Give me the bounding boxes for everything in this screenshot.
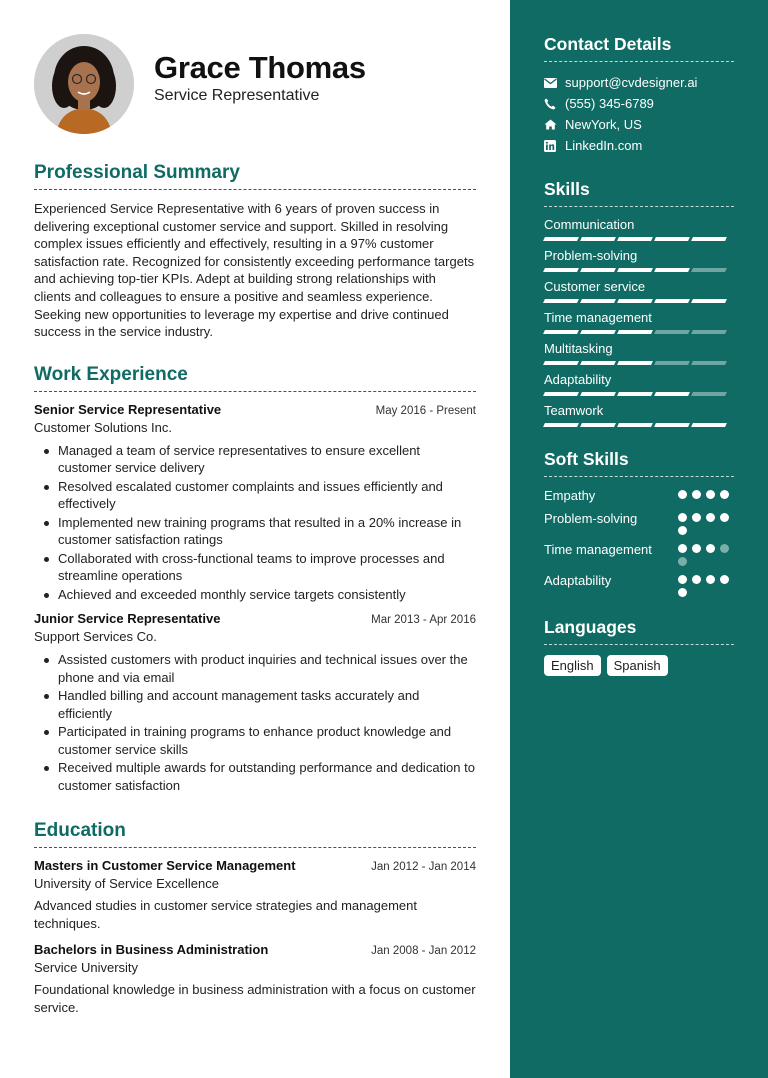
contact-linkedin[interactable] (544, 135, 734, 156)
soft-skill-name: Empathy (544, 488, 596, 503)
soft-skills-heading: Soft Skills (544, 449, 734, 477)
skill-level-segment (691, 330, 727, 334)
skill-level-segment (691, 268, 727, 272)
skill-level-segment (580, 423, 616, 427)
list-item: Participated in training programs to enhance product knowledge and customer service skills (42, 723, 476, 758)
skill-level-segment (580, 299, 616, 303)
language-tag: Spanish (607, 655, 668, 676)
soft-skill-level-dots (678, 572, 734, 597)
skill-item (544, 217, 734, 241)
soft-skill-level-dot (706, 513, 715, 522)
list-item: Handled billing and account management tasks accurately and efficiently (42, 687, 476, 722)
soft-skill-level-dot (720, 513, 729, 522)
skill-level-segment (617, 237, 653, 241)
email-text: support@cvdesigner.ai (565, 75, 698, 90)
skill-name: Time management (544, 310, 652, 325)
summary-heading: Professional Summary (34, 162, 476, 190)
soft-skill-level-dot (692, 575, 701, 584)
job-bullets (34, 651, 476, 794)
job-entry (34, 611, 476, 794)
skill-item (544, 248, 734, 272)
soft-skill-item (544, 487, 734, 504)
soft-skill-level-dot (692, 513, 701, 522)
job-company: Customer Solutions Inc. (34, 419, 173, 435)
skill-level-segment (691, 423, 727, 427)
skills-list (544, 217, 734, 427)
skill-level-segment (543, 299, 579, 303)
skill-level-bars (544, 299, 734, 303)
phone-text: (555) 345-6789 (565, 96, 654, 111)
soft-skill-item (544, 541, 734, 566)
languages-list (544, 655, 734, 676)
linkedin-icon (544, 139, 565, 153)
summary-text: Experienced Service Representative with 6 years of proven success in delivering exceptional customer service and support. Skilled in resolving complex issues efficiently and effectively, resulting in a 97% customer satisfaction rate. Recognized for consistently exceeding performance targets and achieving top-tier KPIs. Adept at building strong relationships with clients and colleagues to ensure a positive and seamless experience. Seeking new opportunities to leverage my expertise and drive continued success in the service industry. (34, 201, 475, 340)
skill-level-segment (691, 299, 727, 303)
soft-skill-level-dot (678, 544, 687, 553)
soft-skill-name: Time management (544, 542, 652, 557)
phone-icon (544, 97, 565, 111)
languages-section (544, 617, 734, 676)
soft-skills-list (544, 487, 734, 597)
skill-level-segment (617, 423, 653, 427)
skill-level-bars (544, 237, 734, 241)
soft-skill-level-dot (720, 544, 729, 553)
contact-heading: Contact Details (544, 34, 734, 62)
soft-skill-level-dot (720, 575, 729, 584)
contact-email[interactable] (544, 72, 734, 93)
resume-header (34, 0, 476, 150)
job-dates: Mar 2013 - Apr 2016 (371, 614, 476, 627)
work-heading: Work Experience (34, 364, 476, 392)
soft-skill-level-dots (678, 487, 734, 504)
candidate-name: Grace Thomas (154, 50, 366, 85)
work-section (34, 364, 476, 795)
candidate-role: Service Representative (154, 87, 320, 104)
skill-level-segment (654, 268, 690, 272)
skill-level-segment (654, 330, 690, 334)
skill-level-segment (580, 268, 616, 272)
skill-level-bars (544, 268, 734, 272)
skill-level-segment (617, 330, 653, 334)
soft-skill-level-dot (678, 526, 687, 535)
job-bullets (34, 442, 476, 604)
skill-level-segment (580, 237, 616, 241)
skill-item (544, 372, 734, 396)
list-item: Managed a team of service representatives to ensure excellent customer service delivery (42, 442, 476, 477)
soft-skill-level-dot (706, 490, 715, 499)
summary-section (34, 162, 476, 341)
location-text: NewYork, US (565, 117, 642, 132)
school-name: Service University (34, 960, 139, 976)
skill-item (544, 403, 734, 427)
skill-level-segment (617, 392, 653, 396)
soft-skill-name: Adaptability (544, 573, 612, 588)
soft-skill-level-dot (692, 544, 701, 553)
education-entry (34, 858, 476, 932)
job-dates: May 2016 - Present (375, 404, 476, 417)
soft-skill-level-dot (678, 575, 687, 584)
soft-skill-item (544, 510, 734, 535)
skill-level-segment (617, 361, 653, 365)
list-item: Implemented new training programs that resulted in a 20% increase in customer satisfaction ratings (42, 514, 476, 549)
skill-name: Communication (544, 217, 635, 232)
soft-skill-level-dot (678, 588, 687, 597)
soft-skill-level-dots (678, 510, 734, 535)
skill-level-bars (544, 423, 734, 427)
list-item: Achieved and exceeded monthly service targets consistently (42, 586, 476, 604)
skill-level-segment (654, 423, 690, 427)
skill-item (544, 341, 734, 365)
languages-heading: Languages (544, 617, 734, 645)
skill-level-segment (654, 392, 690, 396)
list-item: Assisted customers with product inquiries and technical issues over the phone and via email (42, 651, 476, 686)
skill-item (544, 310, 734, 334)
envelope-icon (544, 76, 565, 90)
skill-level-segment (580, 361, 616, 365)
contact-location (544, 114, 734, 135)
job-title: Senior Service Representative (34, 401, 222, 417)
profile-photo (34, 34, 134, 134)
list-item: Received multiple awards for outstanding performance and dedication to customer satisfaction (42, 759, 476, 794)
skill-level-segment (543, 423, 579, 427)
skill-level-bars (544, 361, 734, 365)
skill-level-segment (617, 268, 653, 272)
skill-level-segment (654, 361, 690, 365)
soft-skill-name: Problem-solving (544, 511, 638, 526)
education-heading: Education (34, 820, 476, 848)
language-tag: English (544, 655, 601, 676)
soft-skill-level-dot (720, 490, 729, 499)
education-dates: Jan 2008 - Jan 2012 (371, 945, 476, 958)
sidebar (510, 0, 768, 1078)
skill-level-segment (691, 392, 727, 396)
skill-item (544, 279, 734, 303)
skill-level-segment (617, 299, 653, 303)
education-entry (34, 942, 476, 1016)
education-section (34, 820, 476, 1016)
soft-skills-section (544, 449, 734, 597)
soft-skill-level-dot (678, 490, 687, 499)
soft-skill-item (544, 572, 734, 597)
degree-title: Bachelors in Business Administration (34, 942, 269, 958)
education-description: Advanced studies in customer service strategies and management techniques. (34, 898, 417, 931)
skill-level-segment (580, 392, 616, 396)
soft-skill-level-dot (706, 544, 715, 553)
soft-skill-level-dot (678, 557, 687, 566)
skill-level-segment (654, 237, 690, 241)
skill-level-segment (543, 330, 579, 334)
skill-name: Problem-solving (544, 248, 638, 263)
job-title: Junior Service Representative (34, 611, 221, 627)
contact-section (544, 34, 734, 156)
list-item: Resolved escalated customer complaints and issues efficiently and effectively (42, 478, 476, 513)
avatar-portrait-icon (34, 34, 134, 134)
list-item: Collaborated with cross-functional teams to improve processes and streamline operations (42, 550, 476, 585)
skill-level-segment (691, 237, 727, 241)
skill-level-segment (543, 237, 579, 241)
skill-level-bars (544, 392, 734, 396)
skills-section (544, 179, 734, 427)
job-entry (34, 402, 476, 604)
skills-heading: Skills (544, 179, 734, 207)
education-description: Foundational knowledge in business administration with a focus on customer service. (34, 982, 476, 1015)
skill-level-segment (654, 299, 690, 303)
skill-level-bars (544, 330, 734, 334)
skill-name: Multitasking (544, 341, 613, 356)
degree-title: Masters in Customer Service Management (34, 858, 296, 874)
education-dates: Jan 2012 - Jan 2014 (371, 861, 476, 874)
soft-skill-level-dot (692, 490, 701, 499)
skill-level-segment (543, 392, 579, 396)
skill-name: Customer service (544, 279, 646, 294)
school-name: University of Service Excellence (34, 876, 219, 892)
soft-skill-level-dots (678, 541, 734, 566)
skill-name: Adaptability (544, 372, 612, 387)
skill-level-segment (580, 330, 616, 334)
skill-name: Teamwork (544, 403, 604, 418)
home-icon (544, 118, 565, 132)
job-company: Support Services Co. (34, 629, 157, 645)
soft-skill-level-dot (706, 575, 715, 584)
skill-level-segment (543, 268, 579, 272)
skill-level-segment (691, 361, 727, 365)
contact-phone[interactable] (544, 93, 734, 114)
linkedin-text: LinkedIn.com (565, 138, 643, 153)
soft-skill-level-dot (678, 513, 687, 522)
skill-level-segment (543, 361, 579, 365)
